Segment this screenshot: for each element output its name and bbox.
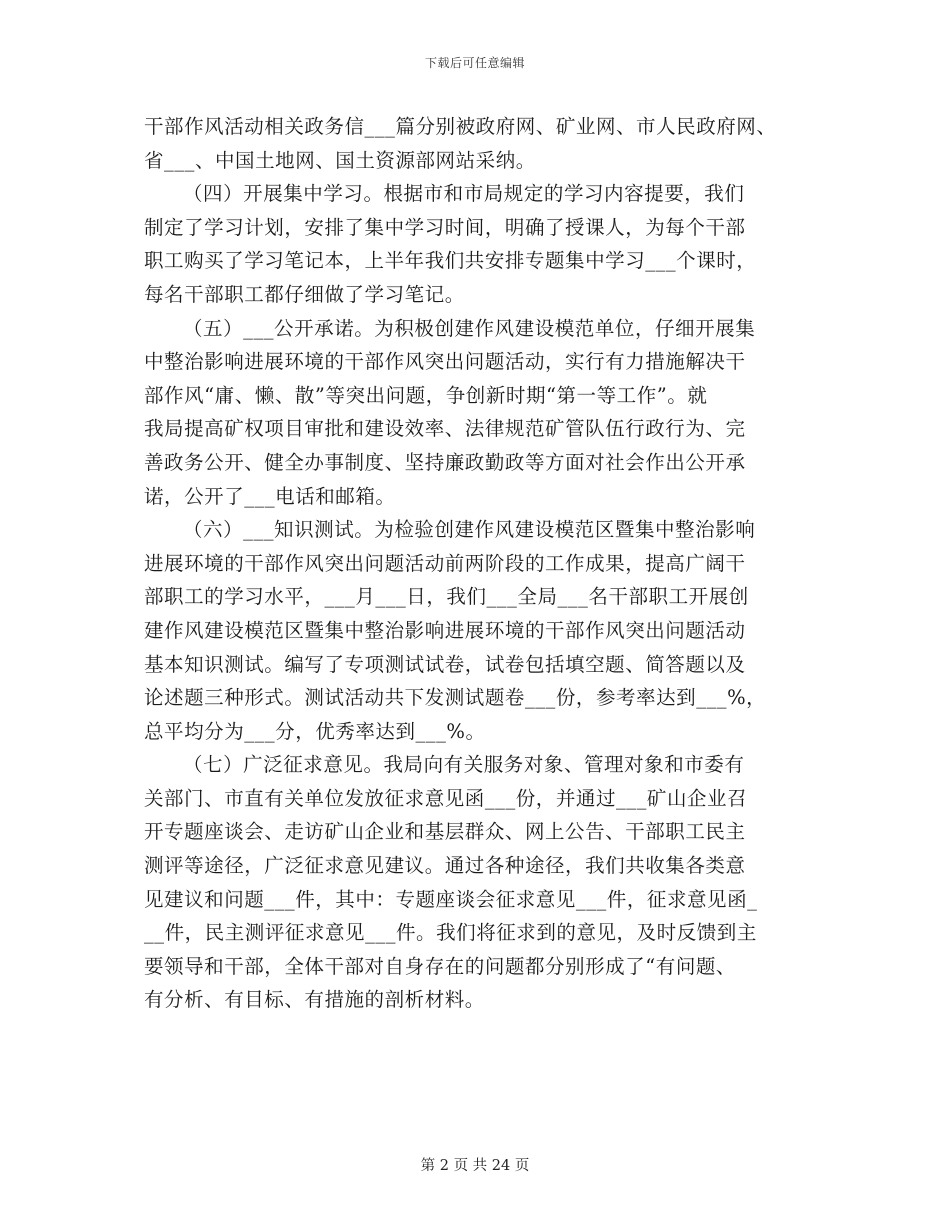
text-line: 见建议和问题___件，其中：专题座谈会征求意见___件，征求意见函_ [144, 887, 758, 911]
page-footer: 第 2 页 共 24 页 [420, 1158, 530, 1174]
text-line: 开专题座谈会、走访矿山企业和基层群众、网上公告、干部职工民主 [144, 820, 746, 844]
body-text [144, 110, 816, 1017]
text-line: 中整治影响进展环境的干部作风突出问题活动，实行有力措施解决干 [144, 350, 746, 374]
text-line: 基本知识测试。编写了专项测试试卷，试卷包括填空题、简答题以及 [144, 652, 746, 676]
text-line: 善政务公开、健全办事制度、坚持廉政勤政等方面对社会作出公开承 [144, 450, 746, 474]
text-line: 每名干部职工都仔细做了学习笔记。 [144, 282, 465, 306]
paragraph-first-line: （七）广泛征求意见。我局向有关服务对象、管理对象和市委有 [183, 753, 745, 777]
text-line: 干部作风活动相关政务信___篇分别被政府网、矿业网、市人民政府网、 [144, 115, 777, 138]
paragraph-first-line: （五）___公开承诺。为积极创建作风建设模范单位，仔细开展集 [183, 316, 756, 340]
paragraph-first-line: （六）___知识测试。为检验创建作风建设模范区暨集中整治影响 [183, 518, 756, 542]
text-line: __件，民主测评征求意见___件。我们将征求到的意见，及时反馈到主 [144, 921, 757, 945]
text-line: 部作风“庸、懒、散”等突出问题，争创新时期“第一等工作”。就 [144, 383, 708, 407]
text-line: 进展环境的干部作风突出问题活动前两阶段的工作成果，提高广阔干 [144, 551, 746, 575]
text-line: 诺，公开了___电话和邮箱。 [144, 484, 396, 508]
text-line: 关部门、市直有关单位发放征求意见函___份，并通过___矿山企业召 [144, 786, 748, 810]
text-line: 职工购买了学习笔记本，上半年我们共安排专题集中学习___个课时， [144, 249, 757, 273]
text-line: 部职工的学习水平，___月___日，我们___全局___名干部职工开展创 [144, 585, 749, 609]
text-line: 省___、中国土地网、国土资源部网站采纳。 [144, 148, 536, 172]
text-line: 测评等途径，广泛征求意见建议。通过各种途径，我们共收集各类意 [144, 854, 746, 878]
text-line: 论述题三种形式。测试活动共下发测试题卷___份，参考率达到___%， [144, 686, 767, 710]
page-header: 下载后可任意编辑 [424, 56, 525, 70]
paragraph-first-line: （四）开展集中学习。根据市和市局规定的学习内容提要，我们 [183, 182, 745, 206]
text-line: 总平均分为___分，优秀率达到___%。 [144, 719, 486, 743]
text-line: 我局提高矿权项目审批和建设效率、法律规范矿管队伍行政行为、完 [144, 417, 746, 441]
text-line: 建作风建设模范区暨集中整治影响进展环境的干部作风突出问题活动 [144, 618, 746, 642]
text-line: 制定了学习计划，安排了集中学习时间，明确了授课人，为每个干部 [144, 215, 746, 239]
text-line: 有分析、有目标、有措施的剖析材料。 [144, 988, 485, 1012]
text-line: 要领导和干部，全体干部对自身存在的问题都分别形成了“有问题、 [144, 954, 736, 978]
